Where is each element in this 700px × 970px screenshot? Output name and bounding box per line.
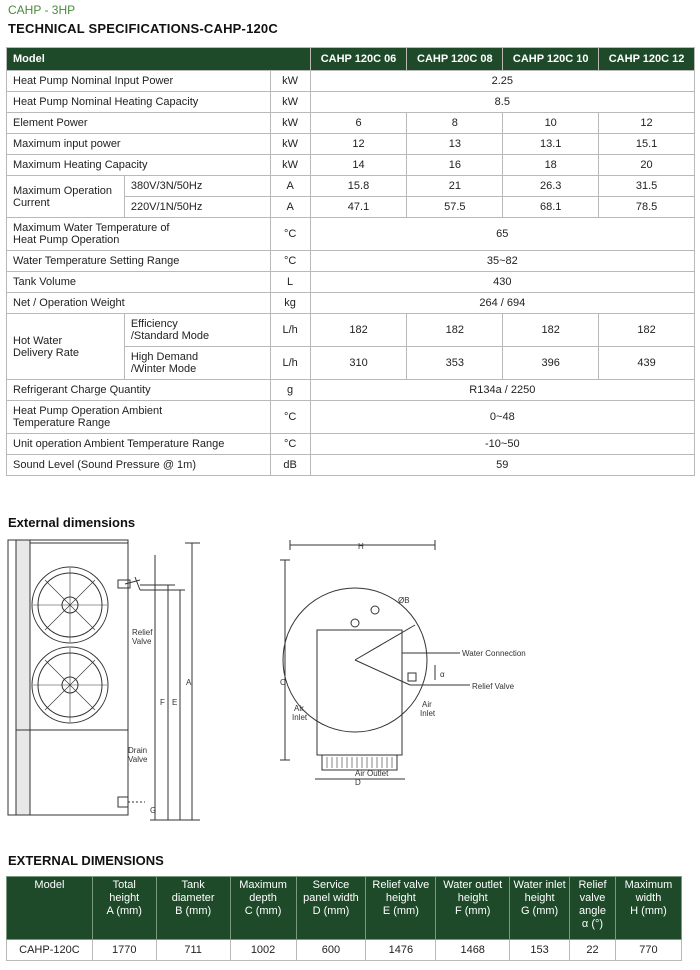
row-label: Maximum input power: [7, 134, 271, 155]
dims-cell: 153: [510, 940, 570, 961]
row-value: 13.1: [503, 134, 599, 155]
row-label-line: Heat Pump Operation Ambient: [13, 405, 163, 417]
header-line: height: [109, 892, 140, 904]
table-row: [7, 293, 695, 314]
row-value: 12: [310, 134, 407, 155]
row-value: 182: [407, 314, 503, 347]
table-row: [7, 176, 695, 197]
air-inlet-left-label-line2: Inlet: [292, 713, 308, 722]
row-label-line: Hot Water: [13, 334, 63, 347]
header-line: width: [635, 892, 662, 904]
dims-cell: 770: [615, 940, 681, 961]
row-value: 430: [310, 272, 694, 293]
row-value: 47.1: [310, 197, 407, 218]
sub-label: [124, 314, 270, 347]
row-value: 31.5: [599, 176, 695, 197]
row-value: 310: [310, 347, 407, 380]
row-label-line: Current: [13, 196, 50, 209]
row-value: 15.1: [599, 134, 695, 155]
row-unit: °C: [270, 401, 310, 434]
row-value: 20: [599, 155, 695, 176]
row-unit: g: [270, 380, 310, 401]
sub-label-line: /Winter Mode: [130, 363, 197, 375]
dims-header-cell: [156, 877, 230, 940]
air-outlet-label: Air Outlet: [355, 769, 389, 778]
row-unit: °C: [270, 251, 310, 272]
header-line: height: [457, 892, 488, 904]
row-value: 16: [407, 155, 503, 176]
row-value: 8: [407, 113, 503, 134]
row-label: [7, 401, 271, 434]
sub-label: 220V/1N/50Hz: [124, 197, 270, 218]
air-inlet-right-label-line2: Inlet: [420, 709, 436, 718]
dims-header-cell: [230, 877, 296, 940]
header-line: valve: [579, 892, 606, 904]
sub-label: 380V/3N/50Hz: [124, 176, 270, 197]
row-unit: kW: [270, 113, 310, 134]
row-label: [7, 218, 271, 251]
row-label: Net / Operation Weight: [7, 293, 271, 314]
row-unit: kg: [270, 293, 310, 314]
model-col-header: CAHP 120C 08: [407, 48, 503, 71]
row-label: Element Power: [7, 113, 271, 134]
dims-header-cell: [366, 877, 436, 940]
row-value: 35~82: [310, 251, 694, 272]
row-unit: kW: [270, 155, 310, 176]
row-unit: kW: [270, 92, 310, 113]
header-line: A (mm): [106, 905, 142, 917]
table-row: [7, 940, 682, 961]
dims-header-row: [7, 877, 682, 940]
table-row: [7, 314, 695, 347]
row-unit: L/h: [270, 347, 310, 380]
row-value: 182: [599, 314, 695, 347]
spec-header-row: [7, 48, 695, 71]
dimension-alpha-label: α: [440, 670, 445, 679]
header-line: C (mm): [244, 905, 282, 917]
row-value: 264 / 694: [310, 293, 694, 314]
row-value: 6: [310, 113, 407, 134]
header-line: Model: [34, 879, 65, 891]
row-unit: °C: [270, 218, 310, 251]
table-row: [7, 134, 695, 155]
table-row: [7, 455, 695, 476]
dims-header-cell: [570, 877, 616, 940]
dimension-f-label: F: [160, 698, 165, 707]
sub-label-line: High Demand: [130, 351, 199, 363]
header-line: Tank: [181, 879, 205, 891]
row-value: 15.8: [310, 176, 407, 197]
row-unit: A: [270, 176, 310, 197]
drain-valve-label-line2: Valve: [128, 755, 148, 764]
header-line: angle: [579, 905, 606, 917]
top-view-diagram: [270, 535, 540, 790]
row-value: 12: [599, 113, 695, 134]
row-label-line: Maximum Water Temperature of: [13, 222, 170, 234]
dims-table-title: EXTERNAL DIMENSIONS: [8, 853, 164, 868]
row-label: Sound Level (Sound Pressure @ 1m): [7, 455, 271, 476]
header-line: diameter: [171, 892, 215, 904]
row-unit: kW: [270, 134, 310, 155]
dimension-h-label: H: [358, 542, 364, 551]
dims-header-cell: [615, 877, 681, 940]
header-line: α (°): [581, 918, 604, 930]
dimension-a-label: A: [186, 678, 192, 687]
row-unit: L/h: [270, 314, 310, 347]
dims-cell: 711: [156, 940, 230, 961]
dimension-g-label: G: [150, 806, 157, 815]
header-line: Relief: [578, 879, 607, 891]
row-value: 21: [407, 176, 503, 197]
relief-valve-label-line1: Relief: [132, 628, 153, 637]
water-connection-label: Water Connection: [462, 649, 526, 658]
header-line: Water inlet: [513, 879, 566, 891]
dimension-c-label: C: [280, 678, 286, 687]
row-label: Tank Volume: [7, 272, 271, 293]
header-line: panel width: [303, 892, 359, 904]
table-row: [7, 272, 695, 293]
row-value: 68.1: [503, 197, 599, 218]
external-dimensions-title: External dimensions: [8, 515, 136, 530]
front-view-diagram: [0, 535, 230, 835]
model-col-header: CAHP 120C 06: [310, 48, 407, 71]
header-line: Total: [112, 879, 136, 891]
dims-cell: 1002: [230, 940, 296, 961]
dims-cell: 1476: [366, 940, 436, 961]
row-unit: L: [270, 272, 310, 293]
air-inlet-right-label-line1: Air: [422, 700, 432, 709]
dims-header-cell: [7, 877, 93, 940]
header-line: Water outlet: [443, 879, 503, 891]
dimension-e-label: E: [172, 698, 178, 707]
header-line: F (mm): [454, 905, 491, 917]
header-line: depth: [249, 892, 277, 904]
row-value: 14: [310, 155, 407, 176]
model-header: Model: [7, 48, 311, 71]
row-label: Refrigerant Charge Quantity: [7, 380, 271, 401]
header-line: G (mm): [520, 905, 559, 917]
row-label: Water Temperature Setting Range: [7, 251, 271, 272]
header-line: Maximum: [624, 879, 673, 891]
row-value: 13: [407, 134, 503, 155]
row-value: 65: [310, 218, 694, 251]
table-row: [7, 218, 695, 251]
row-value: 2.25: [310, 71, 694, 92]
row-value: R134a / 2250: [310, 380, 694, 401]
spec-title: TECHNICAL SPECIFICATIONS-CAHP-120C: [8, 21, 278, 36]
row-unit: dB: [270, 455, 310, 476]
table-row: [7, 251, 695, 272]
table-row: [7, 113, 695, 134]
row-unit: A: [270, 197, 310, 218]
header-line: E (mm): [382, 905, 419, 917]
dims-header-cell: [92, 877, 156, 940]
dims-cell: 1468: [436, 940, 510, 961]
model-col-header: CAHP 120C 12: [599, 48, 695, 71]
row-value: 18: [503, 155, 599, 176]
table-row: [7, 434, 695, 455]
dimension-d-label: D: [355, 778, 361, 787]
dims-cell: 22: [570, 940, 616, 961]
header-line: height: [385, 892, 416, 904]
header-line: D (mm): [312, 905, 350, 917]
row-label-line: Heat Pump Operation: [13, 234, 120, 246]
table-row: [7, 155, 695, 176]
row-unit: °C: [270, 434, 310, 455]
relief-valve-label-line2: Valve: [132, 637, 152, 646]
dims-header-cell: [436, 877, 510, 940]
header-line: B (mm): [175, 905, 212, 917]
row-value: 182: [310, 314, 407, 347]
header-line: Service: [312, 879, 350, 891]
header-line: Maximum: [239, 879, 287, 891]
row-value: 182: [503, 314, 599, 347]
air-inlet-left-label-line1: Air: [294, 704, 304, 713]
top-label: CAHP - 3HP: [8, 3, 76, 17]
dims-cell: 1770: [92, 940, 156, 961]
header-line: H (mm): [630, 905, 667, 917]
row-value: 396: [503, 347, 599, 380]
row-label: Heat Pump Nominal Heating Capacity: [7, 92, 271, 113]
row-label-line: Delivery Rate: [13, 346, 80, 359]
sub-label-line: Efficiency: [130, 318, 178, 330]
row-label: Unit operation Ambient Temperature Range: [7, 434, 271, 455]
header-line: Relief valve: [372, 879, 430, 891]
row-label: Maximum Heating Capacity: [7, 155, 271, 176]
dims-header-cell: [510, 877, 570, 940]
table-row: [7, 71, 695, 92]
row-label-line: Maximum Operation: [13, 184, 113, 197]
row-label: Heat Pump Nominal Input Power: [7, 71, 271, 92]
model-col-header: CAHP 120C 10: [503, 48, 599, 71]
row-value: 57.5: [407, 197, 503, 218]
sub-label-line: /Standard Mode: [130, 330, 210, 342]
spec-table: [6, 47, 695, 476]
row-unit: kW: [270, 71, 310, 92]
header-line: height: [524, 892, 555, 904]
relief-valve-label: Relief Valve: [472, 682, 515, 691]
sub-label: [124, 347, 270, 380]
row-value: 78.5: [599, 197, 695, 218]
row-label-line: Temperature Range: [13, 417, 111, 429]
dims-table: [6, 876, 682, 961]
row-value: 10: [503, 113, 599, 134]
dims-cell: CAHP-120C: [7, 940, 93, 961]
row-label: [7, 176, 125, 218]
table-row: [7, 380, 695, 401]
row-label: [7, 314, 125, 380]
dims-cell: 600: [296, 940, 366, 961]
row-value: 8.5: [310, 92, 694, 113]
dims-header-cell: [296, 877, 366, 940]
table-row: [7, 92, 695, 113]
dimension-b-label: ØB: [398, 596, 410, 605]
row-value: 353: [407, 347, 503, 380]
row-value: 439: [599, 347, 695, 380]
table-row: [7, 401, 695, 434]
drain-valve-label-line1: Drain: [128, 746, 148, 755]
row-value: 26.3: [503, 176, 599, 197]
row-value: 59: [310, 455, 694, 476]
row-value: -10~50: [310, 434, 694, 455]
row-value: 0~48: [310, 401, 694, 434]
